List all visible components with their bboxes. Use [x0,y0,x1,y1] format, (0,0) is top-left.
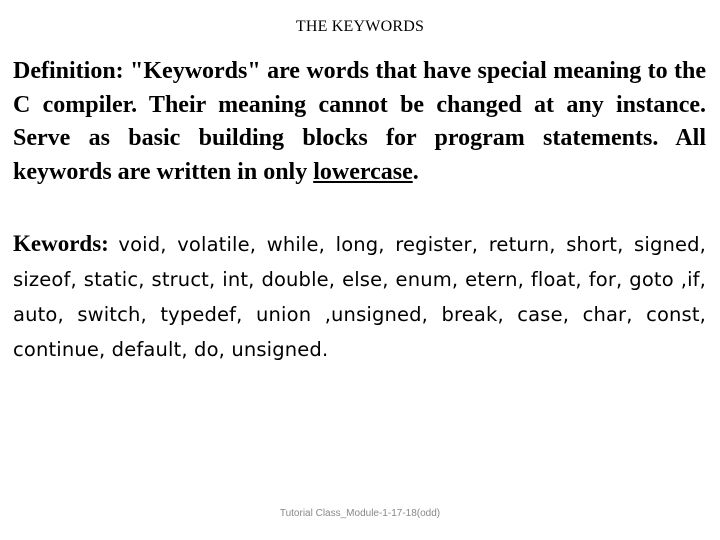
definition-end: . [412,158,419,185]
keywords-label: Kewords: [13,231,109,256]
footer-text: Tutorial Class_Module-1-17-18(odd) [279,508,441,519]
slide-title: THE KEYWORDS [295,18,425,35]
definition-text: Definition: "Keywords" are words that have special meaning to the C compiler. Their meaning cannot be changed at any instance. Serve as basic building blocks for program statements. All keywords are written in only [13,58,706,185]
definition-paragraph [13,55,706,189]
keywords-list: void, volatile, while, long, register, return, short, signed, sizeof, static, struct, int, double, else, enum, etern, float, for, goto ,if, auto, switch, typedef, union ,unsigned, break, case, char, const, continue, default, do, unsigned. [13,233,706,361]
keywords-paragraph [13,227,706,367]
definition-underlined-word: lowercase [313,158,413,185]
